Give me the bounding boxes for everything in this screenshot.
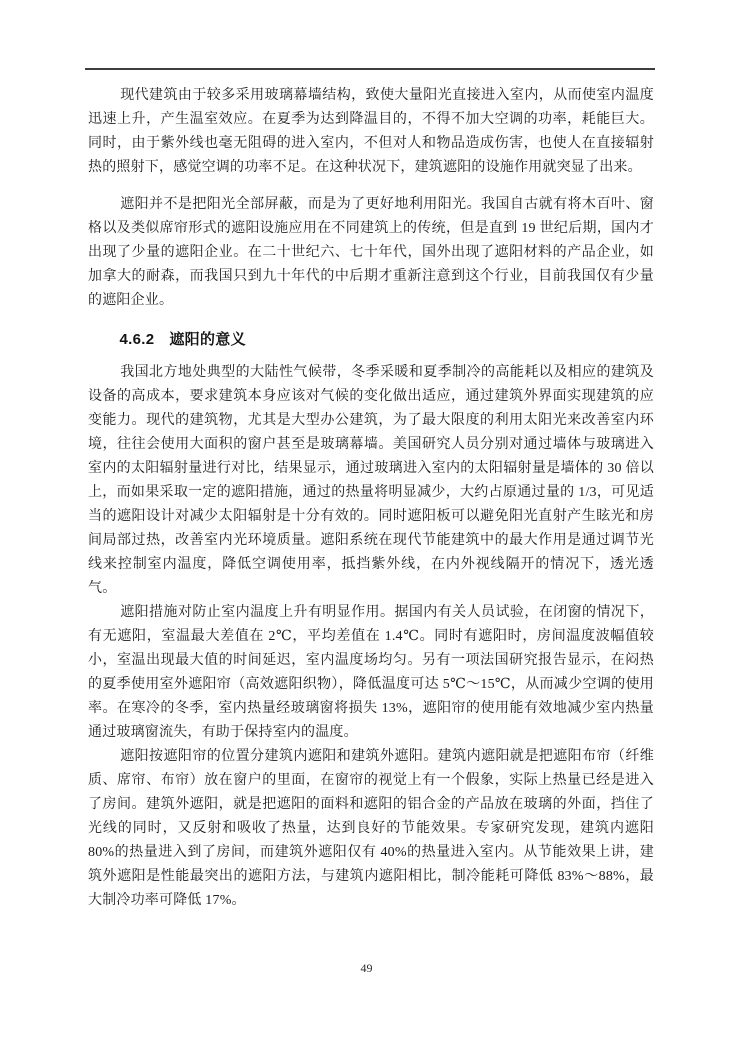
header-divider [85,68,655,70]
section-paragraph-1: 我国北方地处典型的大陆性气候带，冬季采暖和夏季制冷的高能耗以及相应的建筑及设备的高成本，要求建筑本身应该对气候的变化做出适应，通过建筑外界面实现建筑的应变能力。现代的建筑物，尤其是大型办公建筑，为了最大限度的利用太阳光来改善室内环境，往往会使用大面积的窗户甚至是玻璃幕墙。美国研究人员分别对通过墙体与玻璃进入室内的太阳辐射量进行对比，结果显示，通过玻璃进入室内的太阳辐射量是墙体的 30 倍以上，而如果采取一定的遮阳措施，通过的热量将明显减少，大约占原通过量的 1/3，可见适当的遮阳设计对减少太阳辐射是十分有效的。同时遮阳板可以避免阳光直射产生眩光和房间局部过热，改善室内光环境质量。遮阳系统在现代节能建筑中的最大作用是通过调节光线来控制室内温度，降低空调使用率，抵挡紫外线，在内外视线隔开的情况下，透光透气。 [88,365,654,596]
page-number: 49 [360,961,373,975]
section-paragraph-3: 遮阳按遮阳帘的位置分建筑内遮阳和建筑外遮阳。建筑内遮阳就是把遮阳布帘（纤维质、席帘、布帘）放在窗户的里面，在窗帘的视觉上有一个假象，实际上热量已经是进入了房间。建筑外遮阳，就是把遮阳的面料和遮阳的铝合金的产品放在玻璃的外面，挡住了光线的同时，又反射和吸收了热量，达到良好的节能效果。专家研究发现，建筑内遮阳 80%的热量进入到了房间，而建筑外遮阳仅有 40%的热量进入室内。从节能效果上讲，建筑外遮阳是性能最突出的遮阳方法，与建筑内遮阳相比，制冷能耗可降低 83%～88%，最大制冷功率可降低 17%。 [88,749,654,908]
intro-paragraph-2: 遮阳并不是把阳光全部屏蔽，而是为了更好地利用阳光。我国自古就有将木百叶、窗格以及类似席帘形式的遮阳设施应用在不同建筑上的传统，但是直到 19 世纪后期，国内才出现了少量的遮阳企业。在二十世纪六、七十年代，国外出现了遮阳材料的产品企业，如加拿大的耐森，而我国只到九十年代的中后期才重新注意到这个行业，目前我国仅有少量的遮阳企业。 [88,197,654,308]
page-footer [0,959,733,977]
page-content [88,84,654,913]
section-title: 遮阳的意义 [169,331,246,348]
intro-paragraph-1: 现代建筑由于较多采用玻璃幕墙结构，致使大量阳光直接进入室内，从而使室内温度迅速上升，产生温室效应。在夏季为达到降温目的，不得不加大空调的功率，耗能巨大。同时，由于紫外线也毫无阻碍的进入室内，不但对人和物品造成伤害，也使人在直接辐射热的照射下，感觉空调的功率不足。在这种状况下，建筑遮阳的设施作用就突显了出来。 [88,88,654,175]
section-paragraph-2: 遮阳措施对防止室内温度上升有明显作用。据国内有关人员试验，在闭窗的情况下，有无遮阳，室温最大差值在 2℃，平均差值在 1.4℃。同时有遮阳时，房间温度波幅值较小，室温出现最大值的时间延迟，室内温度场均匀。另有一项法国研究报告显示，在闷热的夏季使用室外遮阳帘（高效遮阳织物），降低温度可达 5℃～15℃，从而减少空调的使用率。在寒冷的冬季，室内热量经玻璃窗将损失 13%，遮阳帘的使用能有效地减少室内热量通过玻璃窗流失，有助于保持室内的温度。 [88,605,654,740]
section-heading [88,328,654,352]
section-number: 4.6.2 [119,331,155,348]
